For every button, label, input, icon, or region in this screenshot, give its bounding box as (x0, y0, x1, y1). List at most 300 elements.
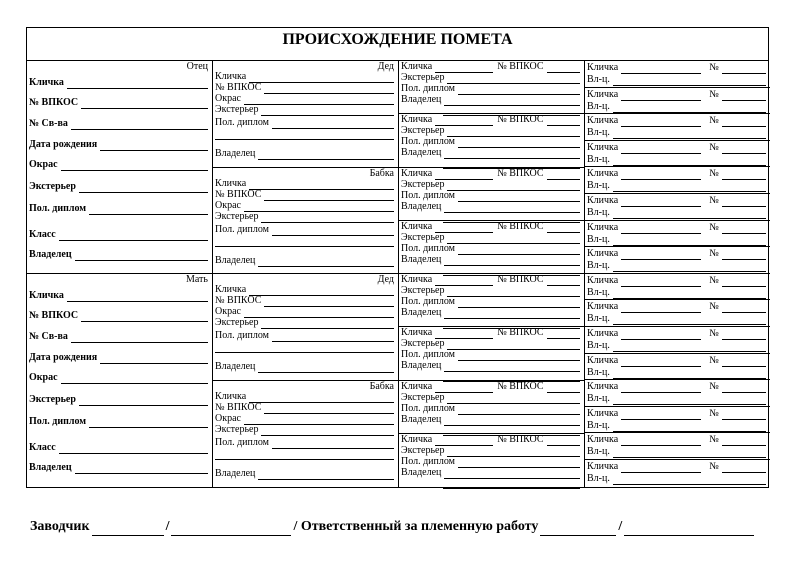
responsible-label: / Ответственный за племенную работу (293, 519, 539, 534)
great-grandparent-block (399, 221, 584, 274)
field-row (587, 446, 766, 458)
owner-input-extra[interactable] (443, 478, 580, 489)
field-label: Окрас (29, 372, 58, 383)
owner-input[interactable] (613, 128, 766, 139)
field-row (587, 127, 766, 139)
number-input[interactable] (722, 169, 766, 180)
field-row (587, 473, 766, 485)
great-grandparent-block (399, 168, 584, 221)
owner-input[interactable] (613, 368, 766, 379)
owner-label: Владелец (401, 200, 442, 212)
number-input[interactable] (722, 302, 766, 313)
name-label: Кличка (587, 141, 619, 153)
field-row (215, 128, 394, 140)
owner-label: Вл-ц. (587, 286, 610, 298)
reg-label: № ВПКОС (497, 433, 544, 445)
number-label: № (709, 248, 719, 260)
name-input[interactable] (621, 196, 701, 207)
owner-label: Владелец (401, 307, 442, 318)
owner-label: Вл-ц. (587, 473, 610, 484)
field-label: Владелец (215, 361, 256, 372)
breeder-label: Заводчик (30, 519, 90, 534)
number-label: № (709, 221, 719, 233)
owner-label: Вл-ц. (587, 127, 610, 139)
owner-input[interactable] (613, 474, 766, 485)
name-input[interactable] (621, 116, 701, 127)
field-label: Дата рождения (29, 352, 98, 363)
field-label: Кличка (215, 71, 247, 82)
field-row (401, 477, 580, 489)
number-label: № (709, 62, 719, 73)
field-label: Окрас (215, 412, 241, 424)
field-input[interactable] (258, 256, 394, 267)
field-label: Экстерьер (215, 104, 259, 115)
field-input-extra[interactable] (215, 449, 394, 460)
number-input[interactable] (722, 196, 766, 207)
owner-label: Вл-ц. (587, 180, 610, 192)
name-label: Кличка (587, 328, 619, 339)
signature-line (30, 518, 756, 536)
field-row (29, 432, 208, 444)
field-input[interactable] (258, 149, 394, 160)
field-label: Класс (29, 442, 56, 453)
parent-block (27, 61, 212, 274)
owner-label: Владелец (401, 94, 442, 105)
field-row (587, 340, 766, 352)
name-label: Кличка (401, 114, 433, 126)
field-label: № ВПКОС (215, 188, 262, 200)
name-input[interactable] (621, 462, 701, 473)
owner-input[interactable] (613, 314, 766, 325)
owner-label: Вл-ц. (587, 207, 610, 218)
field-input[interactable] (71, 332, 208, 343)
owner-label: Вл-ц. (587, 260, 610, 272)
field-row (587, 74, 766, 86)
owner-input[interactable] (613, 261, 766, 272)
grandparent-header: Дед (377, 61, 394, 72)
name-label: Кличка (587, 168, 619, 180)
field-label: Владелец (215, 467, 256, 479)
field-label: Кличка (215, 284, 247, 295)
field-row (29, 77, 208, 89)
number-input[interactable] (722, 116, 766, 127)
field-label: Экстерьер (29, 394, 76, 405)
field-row (587, 393, 766, 405)
number-input[interactable] (722, 223, 766, 234)
exterior-label: Экстерьер (401, 125, 445, 137)
name-input[interactable] (621, 90, 701, 101)
name-label: Кличка (587, 407, 619, 419)
field-input[interactable] (79, 395, 208, 406)
field-row (587, 275, 766, 287)
owner-input[interactable] (613, 447, 766, 458)
field-row (29, 331, 208, 343)
name-label: Кличка (587, 88, 619, 100)
diploma-label: Пол. диплом (401, 402, 455, 414)
name-input[interactable] (621, 382, 701, 393)
name-label: Кличка (587, 62, 619, 73)
name-input[interactable] (621, 169, 701, 180)
name-label: Кличка (401, 433, 433, 445)
owner-label: Вл-ц. (587, 340, 610, 351)
parents-column (27, 61, 213, 487)
field-row (29, 219, 208, 231)
field-input[interactable] (261, 318, 394, 329)
field-row (587, 461, 766, 473)
number-input[interactable] (722, 329, 766, 340)
field-row (587, 355, 766, 367)
name-input[interactable] (621, 63, 701, 74)
field-row (215, 148, 394, 160)
responsible-signature-field[interactable] (624, 521, 754, 536)
ancestor-block (585, 327, 770, 354)
name-input[interactable] (621, 223, 701, 234)
exterior-label: Экстерьер (401, 391, 445, 403)
name-input[interactable] (621, 356, 701, 367)
field-row (29, 139, 208, 151)
field-row (215, 104, 394, 116)
field-row (215, 424, 394, 436)
field-label: № ВПКОС (29, 310, 79, 321)
field-row (587, 154, 766, 166)
number-label: № (709, 354, 719, 366)
parent-header: Мать (185, 274, 208, 285)
ancestor-block (585, 460, 770, 487)
field-row (587, 180, 766, 192)
grandparent-header: Дед (377, 274, 394, 285)
grandparents-column (213, 61, 399, 487)
field-row (587, 260, 766, 272)
great-grandparent-block (399, 327, 584, 380)
number-input[interactable] (722, 462, 766, 473)
field-label: Пол. диплом (215, 436, 269, 448)
pedigree-form (26, 27, 769, 488)
number-input[interactable] (722, 143, 766, 154)
exterior-label: Экстерьер (401, 285, 445, 296)
ancestor-block (585, 354, 770, 381)
field-row (29, 372, 208, 384)
diploma-label: Пол. диплом (401, 455, 455, 467)
owner-input[interactable] (613, 394, 766, 405)
name-label: Кличка (587, 274, 619, 286)
field-row (587, 408, 766, 420)
name-input[interactable] (621, 143, 701, 154)
great-grandparent-block (399, 114, 584, 167)
number-label: № (709, 407, 719, 419)
ancestor-block (585, 167, 770, 194)
field-row (587, 234, 766, 246)
field-label: Пол. диплом (215, 223, 269, 235)
field-input[interactable] (61, 160, 208, 171)
ancestor-block (585, 300, 770, 327)
field-row (587, 195, 766, 207)
number-label: № (709, 115, 719, 127)
owner-label: Вл-ц. (587, 233, 610, 245)
field-row (29, 118, 208, 130)
owner-input[interactable] (613, 75, 766, 86)
name-input[interactable] (621, 409, 701, 420)
field-input[interactable] (59, 443, 208, 454)
owner-label: Вл-ц. (587, 366, 610, 378)
field-row (587, 420, 766, 432)
reg-label: № ВПКОС (497, 167, 544, 179)
field-label: Кличка (215, 390, 247, 402)
field-row (587, 287, 766, 299)
number-input[interactable] (722, 382, 766, 393)
exterior-label: Экстерьер (401, 72, 445, 83)
owner-input[interactable] (613, 421, 766, 432)
number-label: № (709, 274, 719, 286)
owner-label: Вл-ц. (587, 419, 610, 431)
field-input[interactable] (59, 230, 208, 241)
number-input[interactable] (722, 435, 766, 446)
field-row (587, 367, 766, 379)
field-row (29, 249, 208, 261)
number-label: № (709, 301, 719, 313)
field-label: № ВПКОС (215, 295, 262, 306)
breeder-signature-field[interactable] (171, 521, 291, 536)
great-grandparent-block (399, 61, 584, 114)
field-input[interactable] (100, 353, 208, 364)
field-row (587, 222, 766, 234)
field-row (587, 168, 766, 180)
owner-label: Вл-ц. (587, 100, 610, 112)
ancestor-block (585, 194, 770, 221)
grandparent-block (213, 168, 398, 275)
field-input[interactable] (89, 417, 208, 428)
owner-label: Вл-ц. (587, 446, 610, 458)
reg-label: № ВПКОС (497, 327, 544, 339)
grandparent-block (213, 61, 398, 168)
field-label: Окрас (215, 93, 241, 104)
field-row (587, 101, 766, 113)
parent-header: Отец (186, 61, 208, 72)
name-label: Кличка (587, 461, 619, 472)
field-label: Владелец (29, 462, 72, 473)
name-label: Кличка (587, 221, 619, 233)
name-input[interactable] (621, 329, 701, 340)
diploma-label: Пол. диплом (401, 189, 455, 201)
field-row (29, 203, 208, 215)
field-row (29, 462, 208, 474)
field-label: Пол. диплом (215, 330, 269, 341)
field-input[interactable] (81, 311, 208, 322)
owner-label: Вл-ц. (587, 153, 610, 165)
field-row (29, 290, 208, 302)
field-row (587, 434, 766, 446)
name-label: Кличка (401, 61, 433, 72)
grandparent-header: Бабка (369, 167, 394, 179)
name-input[interactable] (621, 302, 701, 313)
field-input[interactable] (261, 105, 394, 116)
field-label: № ВПКОС (29, 97, 79, 108)
number-input[interactable] (722, 63, 766, 74)
field-label: Экстерьер (215, 317, 259, 328)
field-label: Кличка (215, 177, 247, 189)
field-label: № ВПКОС (215, 401, 262, 413)
name-label: Кличка (587, 195, 619, 206)
name-input[interactable] (621, 435, 701, 446)
field-label: Дата рождения (29, 139, 98, 150)
field-row (29, 416, 208, 428)
ancestor-block (585, 141, 770, 168)
number-label: № (709, 434, 719, 446)
ancestor-block (585, 61, 770, 88)
field-row (587, 328, 766, 340)
name-label: Кличка (587, 248, 619, 260)
field-row (29, 181, 208, 193)
number-label: № (709, 141, 719, 153)
great-grandparents-column (399, 61, 585, 487)
number-input[interactable] (722, 409, 766, 420)
field-label: Пол. диплом (29, 416, 87, 427)
great-grandparent-block (399, 274, 584, 327)
parent-block (27, 274, 212, 487)
reg-label: № ВПКОС (497, 274, 544, 285)
name-label: Кличка (587, 354, 619, 366)
reg-label: № ВПКОС (497, 61, 544, 72)
ancestor-block (585, 380, 770, 407)
reg-label: № ВПКОС (497, 220, 544, 232)
field-row (215, 341, 394, 353)
great-grandparent-block (399, 381, 584, 434)
field-input[interactable] (79, 182, 208, 193)
field-label: Кличка (29, 77, 64, 88)
field-label: Пол. диплом (215, 117, 269, 128)
owner-input[interactable] (613, 181, 766, 192)
field-row (587, 313, 766, 325)
field-label: № Св-ва (29, 118, 68, 129)
owner-label: Вл-ц. (587, 313, 610, 325)
owner-input[interactable] (613, 288, 766, 299)
field-label: № ВПКОС (215, 82, 262, 93)
field-row (587, 142, 766, 154)
ancestor-block (585, 274, 770, 301)
field-input-extra[interactable] (215, 236, 394, 247)
field-input[interactable] (71, 119, 208, 130)
owner-input[interactable] (613, 155, 766, 166)
field-input[interactable] (75, 463, 208, 474)
field-input[interactable] (258, 469, 394, 480)
field-input[interactable] (100, 140, 208, 151)
owner-label: Вл-ц. (587, 74, 610, 85)
field-row (587, 301, 766, 313)
field-row (29, 159, 208, 171)
field-row (29, 97, 208, 109)
exterior-label: Экстерьер (401, 178, 445, 190)
field-label: Владелец (215, 148, 256, 159)
field-label: Экстерьер (215, 423, 259, 435)
field-row (587, 89, 766, 101)
number-label: № (709, 195, 719, 206)
ancestor-block (585, 433, 770, 460)
ancestor-block (585, 88, 770, 115)
field-row (29, 352, 208, 364)
field-row (215, 317, 394, 329)
field-input[interactable] (89, 204, 208, 215)
owner-label: Владелец (401, 466, 442, 478)
name-label: Кличка (401, 327, 433, 339)
breeder-name-field[interactable] (92, 521, 164, 536)
field-label: Класс (29, 229, 56, 240)
field-input[interactable] (67, 291, 208, 302)
diploma-label: Пол. диплом (401, 83, 455, 94)
owner-label: Владелец (401, 147, 442, 159)
number-input[interactable] (722, 90, 766, 101)
diploma-label: Пол. диплом (401, 136, 455, 148)
field-input-extra[interactable] (215, 129, 394, 140)
number-input[interactable] (722, 276, 766, 287)
responsible-name-field[interactable] (540, 521, 616, 536)
field-row (215, 468, 394, 480)
number-label: № (709, 461, 719, 472)
field-input[interactable] (81, 98, 208, 109)
owner-input[interactable] (613, 102, 766, 113)
name-label: Кличка (401, 380, 433, 392)
great-grandparent-block (399, 434, 584, 487)
owner-input[interactable] (613, 235, 766, 246)
name-label: Кличка (587, 301, 619, 313)
name-input[interactable] (621, 276, 701, 287)
diploma-label: Пол. диплом (401, 242, 455, 254)
field-input[interactable] (67, 78, 208, 89)
ancestor-block (585, 407, 770, 434)
field-input[interactable] (261, 425, 394, 436)
exterior-label: Экстерьер (401, 338, 445, 350)
field-label: Окрас (29, 159, 58, 170)
field-row (587, 381, 766, 393)
name-label: Кличка (587, 381, 619, 393)
field-input[interactable] (75, 250, 208, 261)
field-label: № Св-ва (29, 331, 68, 342)
owner-input[interactable] (613, 208, 766, 219)
name-label: Кличка (401, 167, 433, 179)
field-label: Окрас (215, 306, 241, 317)
reg-label: № ВПКОС (497, 114, 544, 126)
field-label: Окрас (215, 199, 241, 211)
field-input[interactable] (258, 362, 394, 373)
field-input-extra[interactable] (215, 342, 394, 353)
field-row (587, 115, 766, 127)
field-label: Владелец (215, 254, 256, 266)
name-label: Кличка (401, 274, 433, 285)
ancestor-block (585, 114, 770, 141)
slash-label: / (165, 519, 170, 534)
form-title: ПРОИСХОЖДЕНИЕ ПОМЕТА (27, 28, 768, 61)
field-row (587, 248, 766, 260)
field-row (587, 207, 766, 219)
field-input[interactable] (261, 212, 394, 223)
field-input[interactable] (61, 373, 208, 384)
field-label: Владелец (29, 249, 72, 260)
grandparent-block (213, 274, 398, 381)
owner-label: Владелец (401, 253, 442, 265)
owner-label: Вл-ц. (587, 393, 610, 405)
exterior-label: Экстерьер (401, 231, 445, 243)
grandparent-header: Бабка (369, 380, 394, 392)
name-label: Кличка (587, 115, 619, 127)
owner-input[interactable] (613, 341, 766, 352)
name-input[interactable] (621, 249, 701, 260)
owner-label: Владелец (401, 413, 442, 425)
field-row (215, 448, 394, 460)
number-input[interactable] (722, 356, 766, 367)
field-row (29, 394, 208, 406)
number-input[interactable] (722, 249, 766, 260)
ancestor-block (585, 247, 770, 274)
field-row (215, 211, 394, 223)
reg-label: № ВПКОС (497, 380, 544, 392)
